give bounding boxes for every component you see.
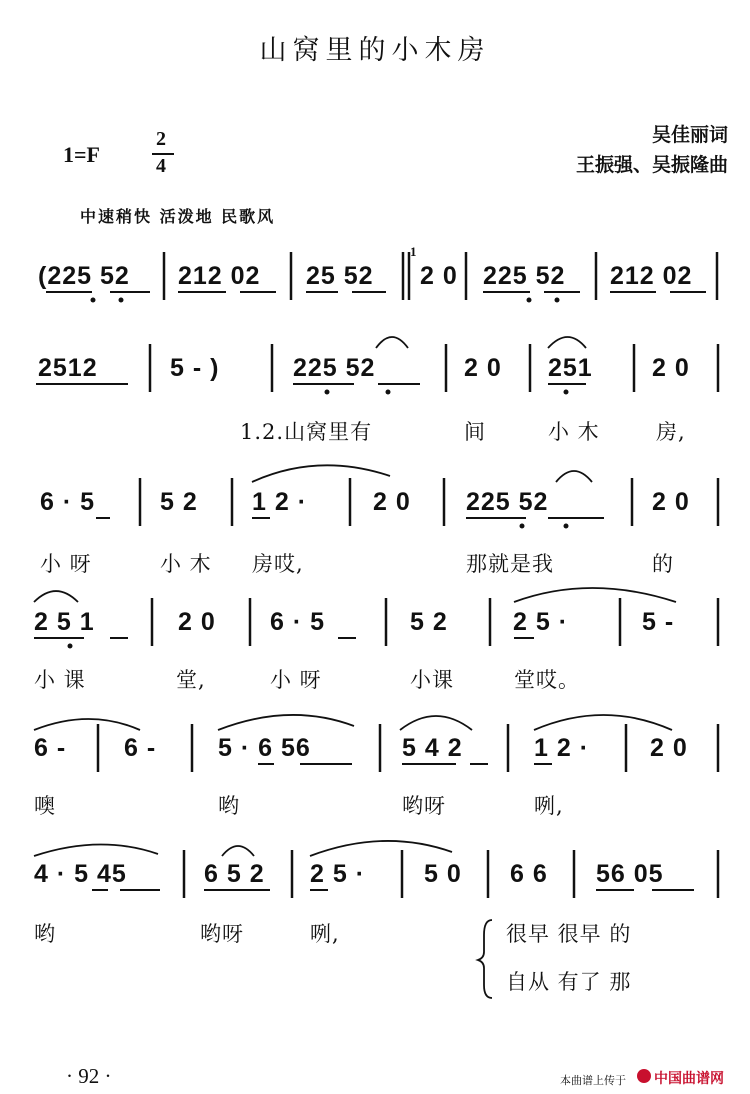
lyric-l1-2: 间 [464, 420, 486, 444]
lyric-l5-1: 哟 [34, 922, 56, 946]
octave-dot [555, 298, 560, 303]
measure-r3-4: 2 0 [373, 488, 411, 516]
measure-r3-6: 2 0 [652, 488, 690, 516]
measure-r3-3: 1 2 · [252, 488, 308, 516]
octave-dot [386, 390, 391, 395]
tie-arc [556, 471, 592, 482]
measure-r2-6: 2 0 [652, 354, 690, 382]
measure-r1-2: 212 02 [178, 262, 261, 290]
watermark-brand: 中国曲谱网 [654, 1071, 724, 1087]
tie-arc [548, 337, 586, 348]
measure-r4-6: 5 - [642, 608, 675, 636]
tie-arc [376, 337, 408, 348]
tie-arc [222, 846, 254, 856]
measure-r5-5: 1 2 · [534, 734, 590, 762]
measure-r1-4: 2 0 [420, 262, 458, 290]
lyricist-credit: 吴佳丽词 [651, 124, 728, 146]
tie-arc [34, 719, 140, 730]
measure-r3-1: 6 · 5 [40, 488, 96, 516]
lyric-l2-5: 的 [652, 552, 674, 576]
measure-r1-3: 25 52 [306, 262, 374, 290]
octave-dot [527, 298, 532, 303]
lyric-l1-4: 房, [656, 420, 686, 444]
measure-r4-3: 6 · 5 [270, 608, 326, 636]
lyric-l4-3: 哟呀 [402, 794, 446, 818]
lyric-l3-2: 堂, [176, 668, 206, 692]
watermark-text: 本曲谱上传于 [560, 1074, 626, 1087]
measure-r3-2: 5 2 [160, 488, 198, 516]
tie-arc [400, 716, 472, 730]
tie-arc [252, 465, 390, 482]
verse-brace [478, 920, 492, 998]
measure-r1-6: 212 02 [610, 262, 693, 290]
measure-r5-1: 6 - [34, 734, 67, 762]
measure-r2-4: 2 0 [464, 354, 502, 382]
page-title: 山窝里的小木房 [259, 35, 491, 66]
lyric-l5-verse2: 自从 有了 那 [506, 970, 632, 994]
measure-r5-2: 6 - [124, 734, 157, 762]
time-signature-bottom: 4 [156, 155, 166, 177]
key-signature: 1=F [63, 142, 100, 167]
lyric-l3-4: 小课 [410, 668, 454, 692]
octave-dot [564, 524, 569, 529]
lyric-l4-4: 咧, [534, 794, 564, 818]
tie-arc [34, 591, 78, 602]
lyric-l5-3: 咧, [310, 922, 340, 946]
tie-arc [310, 841, 452, 856]
tie-arc [34, 844, 158, 856]
measure-r2-3: 225 52 [293, 354, 376, 382]
time-signature-top: 2 [156, 128, 166, 150]
lyric-l2-1: 小 呀 [40, 552, 92, 576]
tempo-marking: 中速稍快 活泼地 民歌风 [80, 207, 276, 226]
page-number: · 92 · [66, 1064, 112, 1088]
octave-dot [119, 298, 124, 303]
volta-marker: 1 [410, 244, 417, 259]
lyric-l4-2: 哟 [218, 794, 240, 818]
lyric-l3-1: 小 课 [34, 668, 86, 692]
measure-r6-1: 4 · 5 45 [34, 860, 127, 888]
measure-r5-3: 5 · 6 56 [218, 734, 311, 762]
octave-dot [68, 644, 73, 649]
lyric-l5-verse1: 很早 很早 的 [506, 922, 632, 946]
measure-r6-4: 5 0 [424, 860, 462, 888]
octave-dot [91, 298, 96, 303]
lyric-l3-3: 小 呀 [270, 668, 322, 692]
measure-r6-6: 56 05 [596, 860, 664, 888]
tie-arc [218, 715, 354, 730]
measure-r4-1: 2 5 1 [34, 608, 95, 636]
measure-r5-6: 2 0 [650, 734, 688, 762]
measure-r2-2: 5 - ) [170, 354, 220, 382]
lyric-l4-1: 噢 [34, 794, 56, 818]
lyric-l5-2: 哟呀 [200, 922, 244, 946]
measure-r5-4: 5 4 2 [402, 734, 463, 762]
measure-r6-2: 6 5 2 [204, 860, 265, 888]
measure-r1-5: 225 52 [483, 262, 566, 290]
composer-credit: 王振强、吴振隆曲 [575, 154, 728, 176]
tie-arc [514, 588, 676, 602]
lyric-l2-3: 房哎, [252, 552, 304, 576]
measure-r4-4: 5 2 [410, 608, 448, 636]
lyric-l1-1: 1.2.山窝里有 [240, 420, 373, 444]
measure-r4-5: 2 5 · [513, 608, 569, 636]
lyric-l3-5: 堂哎。 [514, 668, 580, 692]
measure-r4-2: 2 0 [178, 608, 216, 636]
measure-r6-5: 6 6 [510, 860, 548, 888]
lyric-l2-2: 小 木 [160, 552, 212, 576]
measure-r3-5: 225 52 [466, 488, 549, 516]
lyric-l1-3: 小 木 [548, 420, 600, 444]
octave-dot [520, 524, 525, 529]
tie-arc [534, 715, 672, 730]
measure-r1-1: (225 52 [38, 262, 130, 290]
measure-r2-5: 251 [548, 354, 593, 382]
measure-r2-1: 2512 [38, 354, 98, 382]
measure-r6-3: 2 5 · [310, 860, 366, 888]
octave-dot [325, 390, 330, 395]
octave-dot [564, 390, 569, 395]
lyric-l2-4: 那就是我 [466, 552, 554, 576]
